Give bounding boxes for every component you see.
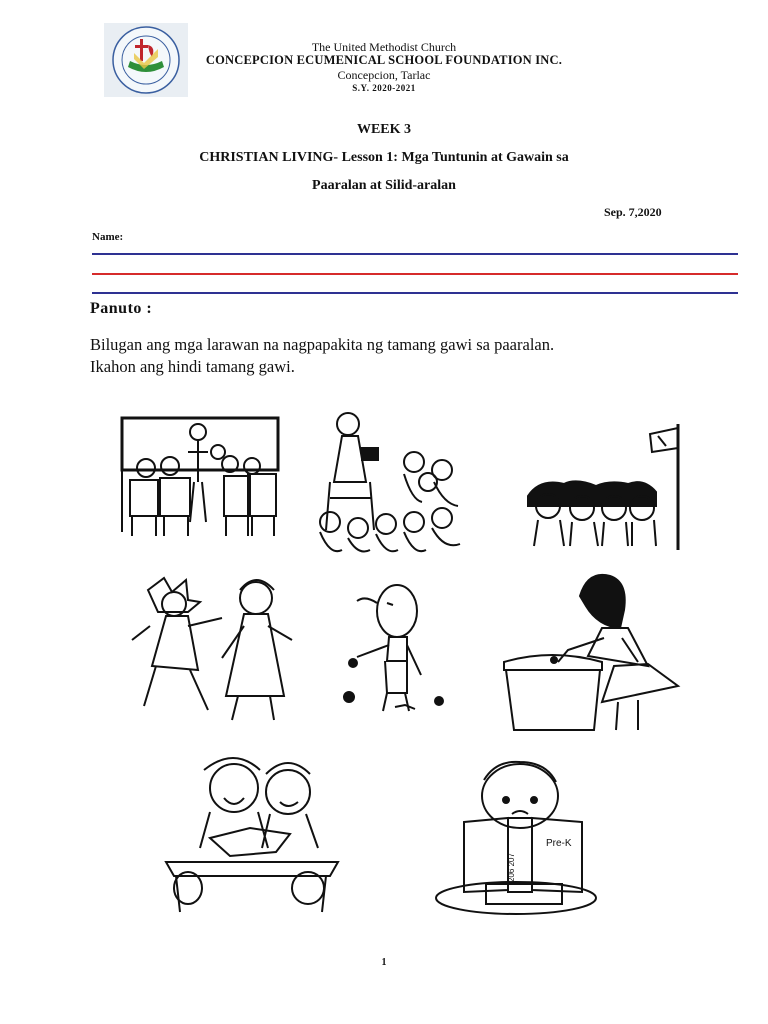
name-writing-line[interactable] (92, 253, 738, 255)
instructions-heading: Panuto : (90, 300, 153, 317)
picture-classroom-students[interactable] (108, 412, 283, 542)
name-guide-line (92, 273, 738, 275)
picture-child-reading-book[interactable] (432, 758, 600, 916)
picture-children-fighting[interactable] (128, 570, 298, 728)
picture-boy-littering[interactable] (335, 575, 470, 723)
school-name: CONCEPCION ECUMENICAL SCHOOL FOUNDATION INC. (205, 53, 563, 67)
picture-teacher-reading-story[interactable] (312, 410, 477, 558)
school-year: S.Y. 2020-2021 (352, 83, 416, 93)
instructions-line-1: Bilugan ang mga larawan na nagpapakita ng tamang gawi sa paaralan. (90, 335, 555, 354)
school-location: Concepcion, Tarlac (337, 68, 431, 82)
lesson-date: Sep. 7,2020 (604, 205, 662, 219)
picture-flag-ceremony[interactable] (520, 422, 690, 550)
picture-children-sharing-drawing[interactable] (160, 752, 345, 914)
page-number: 1 (381, 957, 387, 968)
week-title: WEEK 3 (356, 122, 412, 137)
name-base-line (92, 292, 738, 294)
church-name: The United Methodist Church (311, 40, 457, 54)
name-label: Name: (92, 231, 124, 243)
lesson-title-line2: Paaralan at Silid-aralan (312, 178, 456, 193)
picture-girl-throwing-trash-in-bin[interactable] (498, 566, 688, 736)
lesson-title-line1: CHRISTIAN LIVING- Lesson 1: Mga Tuntunin at Gawain sa (199, 150, 569, 165)
book-cover-label: Pre-K (546, 838, 572, 849)
book-spine-label: 206 207 (507, 853, 516, 882)
instructions-line-2: Ikahon ang hindi tamang gawi. (90, 357, 295, 376)
